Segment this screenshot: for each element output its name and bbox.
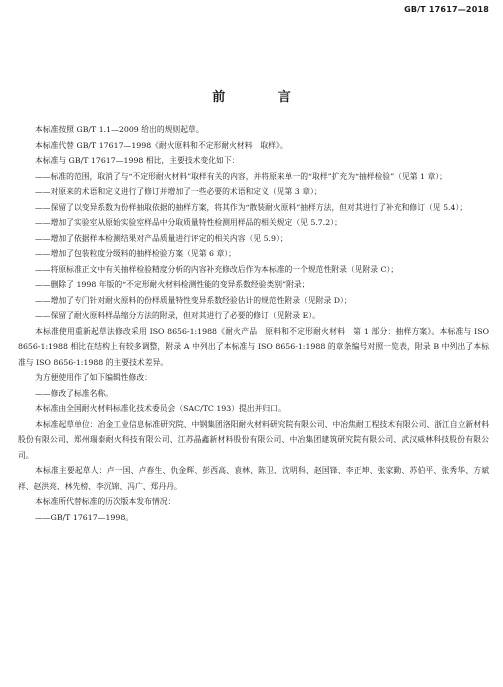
dash-list-item: ——增加了包装粒度分级料的抽样检验方案（见第 6 章）； <box>35 249 236 258</box>
document-body <box>18 122 489 525</box>
standard-code: GB/T 17617—2018 <box>404 5 489 14</box>
dash-list-item: ——增加了依据样本检测结果对产品质量进行评定的相关内容（见 5.9）； <box>35 233 288 243</box>
dash-list-item: ——删除了 1998 年版的“不定形耐火材料检测性能的变异系数经验类别”附录； <box>35 280 310 289</box>
dash-list-item: ——标准的范围，取消了与“不定形耐火材料”取样有关的内容，并将原来单一的“取样”扩充为“抽样检验”（见第 1 章）； <box>35 171 447 181</box>
dash-list-item: ——修改了标准名称。 <box>35 388 113 398</box>
paragraph: 本标准所代替标准的历次版本发布情况： <box>35 497 176 506</box>
paragraph: 为方便使用作了如下编辑性修改： <box>35 373 152 382</box>
paragraph: 本标准主要起草人：卢一国、卢春生、仇金辉、彭西高、袁林、陈卫、沈明科、赵国锋、李正坤、张家勤、苏伯平、张秀华、方斌祥、赵洪亮、林先榜、李沉锦、冯广、郑丹丹。 <box>18 466 489 491</box>
dash-list-item: ——保留了耐火原料样品缩分方法的附录，但对其进行了必要的修订（见附录 E）。 <box>35 311 320 320</box>
page-title: 前 言 <box>212 90 315 105</box>
dash-list-item: ——保留了以变异系数为份样抽取依据的抽样方案，将其作为“散装耐火原料”抽样方法，但对其进行了补充和修订（见 5.4）； <box>35 202 468 212</box>
dash-list-item: ——GB/T 17617—1998。 <box>35 512 134 522</box>
dash-list-item: ——增加了实验室从原始实验室样品中分取质量特性检测用样品的相关规定（见 5.7.2）； <box>35 218 342 227</box>
dash-list-item: ——对原来的术语和定义进行了修订并增加了一些必要的术语和定义（见第 3 章）； <box>35 187 322 196</box>
paragraph: 本标准由全国耐火材料标准化技术委员会（SAC/TC 193）提出并归口。 <box>35 404 286 413</box>
paragraph: 本标准使用重新起草法修改采用 ISO 8656-1:1988《耐火产品 原料和不定形耐火材料 第 1 部分：抽样方案》。本标准与 ISO 8656-1:1988 相比在结构上有较多调整，附录 A 中列出了本标准与 ISO 8656-1:1988 的章条编号对照一览表，附录 B 中列出了本标准与 ISO 8656-1:1988 的主要技术差异。 <box>18 326 489 367</box>
paragraph: 本标准按照 GB/T 1.1—2009 给出的规则起草。 <box>35 125 204 134</box>
paragraph: 本标准代替 GB/T 17617—1998《耐火原料和不定形耐火材料 取样》。 <box>35 140 288 150</box>
dash-list-item: ——将原标准正文中有关抽样检验精度分析的内容补充修改后作为本标准的一个规范性附录（见附录 C）； <box>35 264 399 274</box>
paragraph: 本标准与 GB/T 17617—1998 相比，主要技术变化如下： <box>35 156 240 165</box>
paragraph: 本标准起草单位：冶金工业信息标准研究院、中钢集团洛阳耐火材料研究院有限公司、中冶焦耐工程技术有限公司、浙江自立新材料股份有限公司、郑州瑞泰耐火科技有限公司、江苏晶鑫新材料股份有限公司、中冶集团建筑研究院有限公司、武汉威林科技股份有限公司。 <box>18 419 489 460</box>
dash-list-item: ——增加了专门针对耐火原料的份样质量特性变异系数经验估计的规范性附录（见附录 D）； <box>35 295 352 305</box>
